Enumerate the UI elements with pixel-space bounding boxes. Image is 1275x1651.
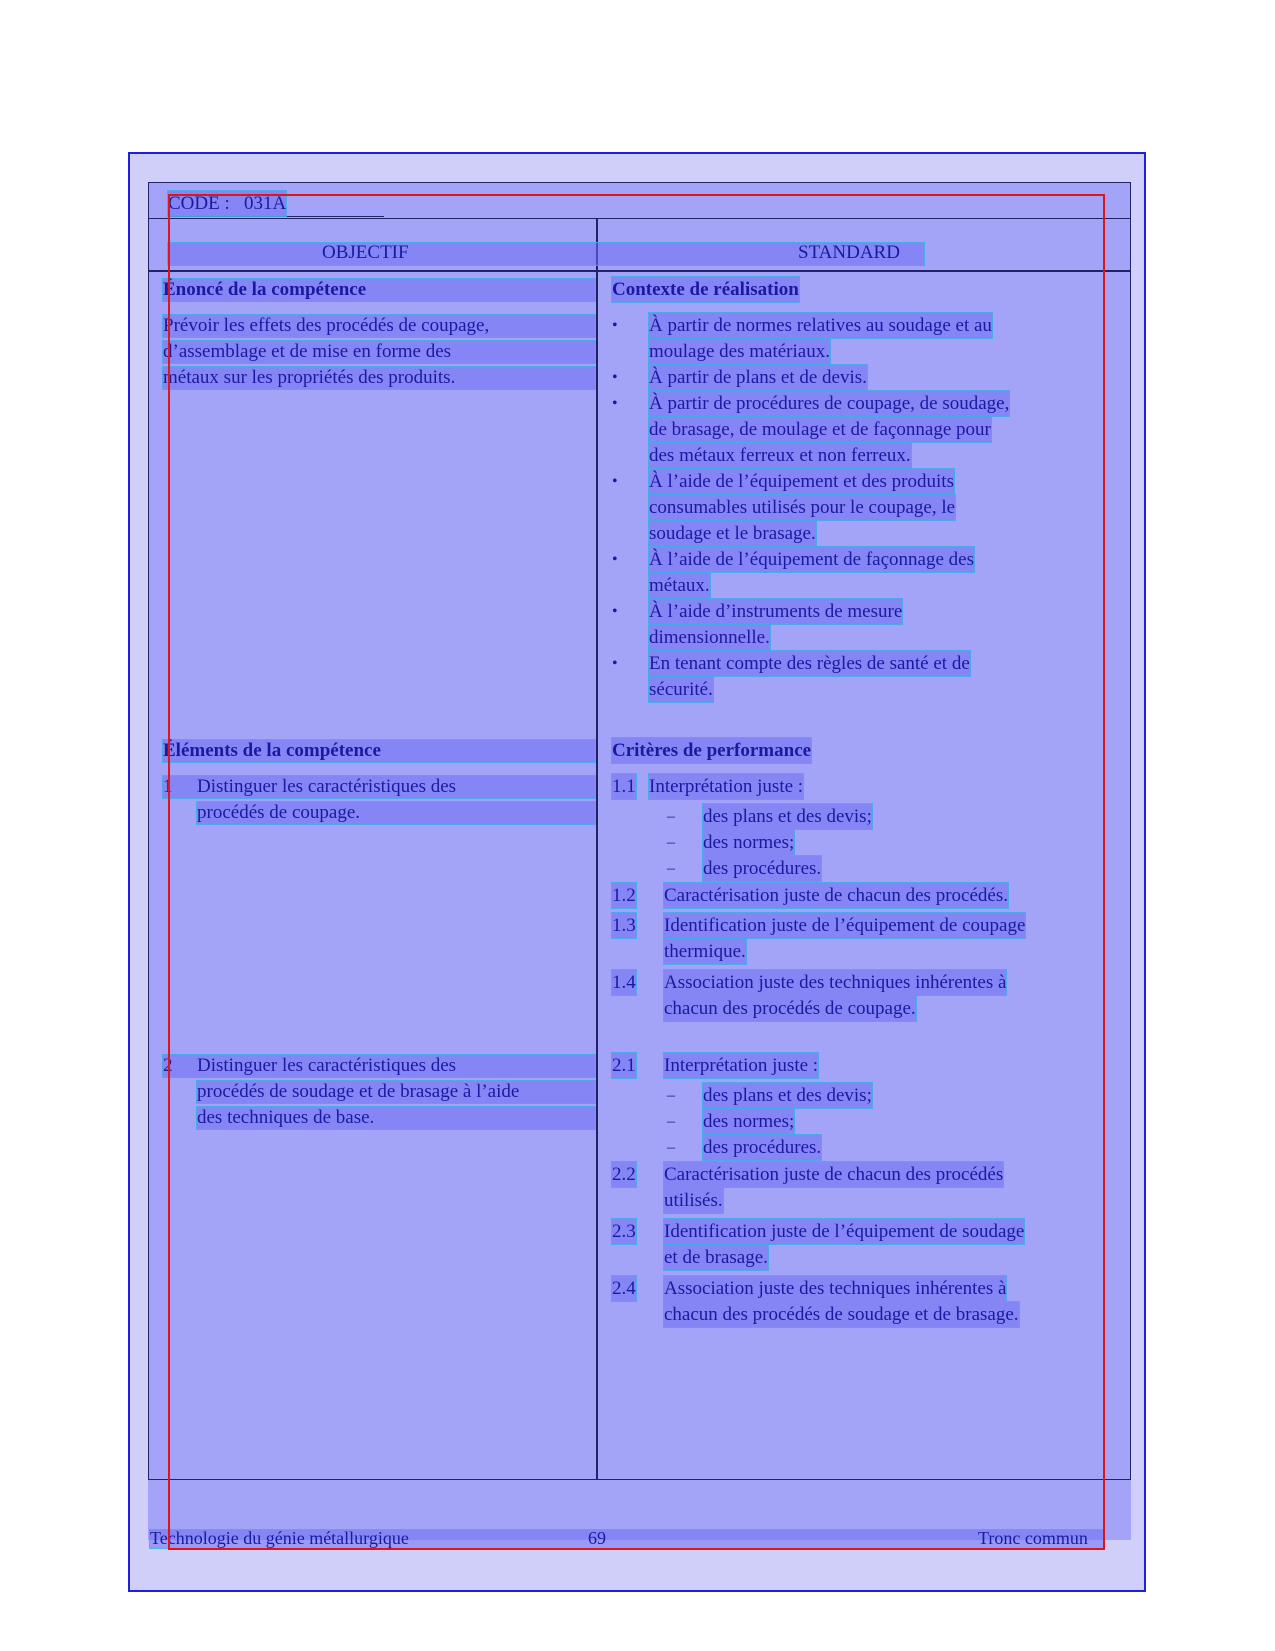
- footer-left: Technologie du génie métallurgique: [150, 1528, 409, 1548]
- criterion-number: 1.3: [612, 915, 636, 936]
- criterion-sub: des normes;: [703, 832, 795, 853]
- enonce-line: d’assemblage et de mise en forme des: [163, 341, 452, 362]
- dash: –: [667, 1113, 675, 1130]
- contexte-line: de brasage, de moulage et de façonnage pour: [649, 419, 991, 440]
- dash: –: [667, 860, 675, 877]
- criterion-sub: des normes;: [703, 1111, 795, 1132]
- objectif-header: OBJECTIF: [322, 242, 409, 263]
- elements-title: Éléments de la compétence: [163, 740, 381, 761]
- criterion-line: Identification juste de l’équipement de soudage: [664, 1221, 1025, 1242]
- element2-number: 2: [163, 1055, 173, 1076]
- contexte-line: À partir de procédures de coupage, de soudage,: [649, 393, 1010, 414]
- criterion-line: Caractérisation juste de chacun des procédés: [664, 1164, 1004, 1185]
- criterion-number: 2.2: [612, 1164, 636, 1185]
- bullet: •: [612, 395, 618, 412]
- bullet: •: [612, 603, 618, 620]
- contexte-line: soudage et le brasage.: [649, 523, 816, 544]
- code-label: CODE : 031A: [168, 193, 287, 214]
- header-divider: [148, 270, 1131, 272]
- contexte-line: À l’aide de l’équipement de façonnage des: [649, 549, 974, 570]
- bullet: •: [612, 551, 618, 568]
- enonce-line: métaux sur les propriétés des produits.: [163, 367, 456, 388]
- bullet: •: [612, 369, 618, 386]
- criterion-number: 2.3: [612, 1221, 636, 1242]
- criterion-sub: des plans et des devis;: [703, 806, 872, 827]
- column-divider: [596, 218, 598, 1480]
- bullet: •: [612, 655, 618, 672]
- contexte-line: À partir de plans et de devis.: [649, 367, 867, 388]
- criterion-line: Interprétation juste :: [664, 1055, 819, 1076]
- dash: –: [667, 808, 675, 825]
- code-cell-line: [168, 216, 384, 217]
- criterion-line: Identification juste de l’équipement de coupage: [664, 915, 1026, 936]
- contexte-line: moulage des matériaux.: [649, 341, 830, 362]
- criterion-line: Interprétation juste :: [649, 776, 804, 797]
- element2-line: procédés de soudage et de brasage à l’aide: [197, 1081, 520, 1102]
- enonce-line: Prévoir les effets des procédés de coupage,: [163, 315, 490, 336]
- dash: –: [667, 1139, 675, 1156]
- criterion-sub: des procédures.: [703, 1137, 822, 1158]
- criterion-sub: des plans et des devis;: [703, 1085, 872, 1106]
- criterion-sub: des procédures.: [703, 858, 822, 879]
- criterion-line: Association juste des techniques inhérentes à: [664, 1278, 1007, 1299]
- bullet: •: [612, 473, 618, 490]
- contexte-line: dimensionnelle.: [649, 627, 770, 648]
- criterion-number: 1.1: [612, 776, 636, 797]
- criterion-number: 2.1: [612, 1055, 636, 1076]
- criterion-number: 1.2: [612, 885, 636, 906]
- element2-line: Distinguer les caractéristiques des: [197, 1055, 457, 1076]
- criterion-line: Caractérisation juste de chacun des procédés.: [664, 885, 1008, 906]
- contexte-title: Contexte de réalisation: [612, 279, 799, 300]
- contexte-line: consumables utilisés pour le coupage, le: [649, 497, 956, 518]
- bullet: •: [612, 317, 618, 334]
- criteres-title: Critères de performance: [612, 740, 812, 761]
- contexte-line: À l’aide de l’équipement et des produits: [649, 471, 954, 492]
- code-underline: [148, 218, 1131, 219]
- code-value: 031A: [244, 193, 287, 214]
- enonce-title: Énoncé de la compétence: [163, 279, 367, 300]
- contexte-line: À l’aide d’instruments de mesure: [649, 601, 903, 622]
- element1-number: 1: [163, 776, 173, 797]
- criterion-number: 1.4: [612, 972, 636, 993]
- criterion-line: chacun des procédés de coupage.: [664, 998, 916, 1019]
- footer-page-number: 69: [588, 1528, 606, 1548]
- element1-line: procédés de coupage.: [197, 802, 361, 823]
- element1-line: Distinguer les caractéristiques des: [197, 776, 457, 797]
- criterion-line: Association juste des techniques inhérentes à: [664, 972, 1007, 993]
- contexte-line: des métaux ferreux et non ferreux.: [649, 445, 911, 466]
- criterion-line: chacun des procédés de soudage et de brasage.: [664, 1304, 1019, 1325]
- criterion-line: thermique.: [664, 941, 746, 962]
- contexte-line: métaux.: [649, 575, 710, 596]
- dash: –: [667, 1087, 675, 1104]
- criterion-number: 2.4: [612, 1278, 636, 1299]
- criterion-line: utilisés.: [664, 1190, 723, 1211]
- contexte-line: En tenant compte des règles de santé et de: [649, 653, 970, 674]
- contexte-line: À partir de normes relatives au soudage et au: [649, 315, 992, 336]
- standard-header: STANDARD: [798, 242, 900, 263]
- footer-right: Tronc commun: [978, 1528, 1088, 1548]
- element2-line: des techniques de base.: [197, 1107, 375, 1128]
- criterion-line: et de brasage.: [664, 1247, 768, 1268]
- dash: –: [667, 834, 675, 851]
- contexte-line: sécurité.: [649, 679, 713, 700]
